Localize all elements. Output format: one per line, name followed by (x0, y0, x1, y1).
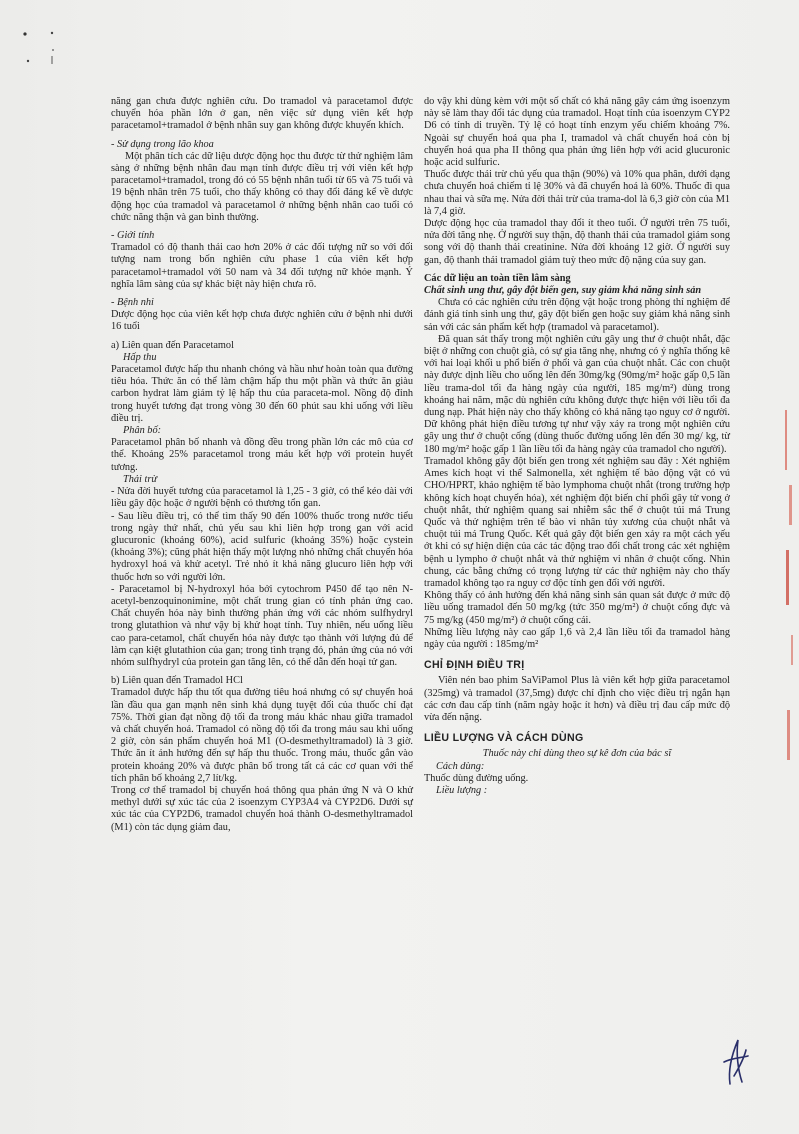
paragraph: Dược động học của viên kết hợp chưa được nghiên cứu ở bệnh nhi dưới 16 tuổi (111, 309, 413, 333)
paragraph: Không thấy có ảnh hưởng đến khả năng sinh sản quan sát được ở mức độ liều uống tramadol đến 50 mg/kg (tức 350 mg/m²) ở chuột cống đực và 75 mg/kg (450 mg/m²) ở chuột cống cái. (424, 590, 730, 626)
left-column (111, 96, 413, 834)
paragraph: Trong cơ thể tramadol bị chuyển hoá thông qua phản ứng N và O khử methyl dưới sự xúc tác của 2 isoenzym CYP3A4 và CYP2D6. Dưới sự xúc tác của CYP2D6, tramadol chuyển hoá thành O-desmethyltramadol (M1) còn tác dụng giảm đau, (111, 784, 413, 833)
section-heading-dosage: LIỀU LƯỢNG VÀ CÁCH DÙNG (424, 732, 584, 745)
paragraph: Đã quan sát thấy trong một nghiên cứu gây ung thư ở chuột nhắt, đặc biệt ở những con chuột già, có sự gia tăng nhẹ, nhưng có ý nghĩa thống kê với hai loại khối u phổ biến ở phổi và gan của chuột nhắt. Các con chuột này được dịnh liều cho uống lên đến 30mg/kg (90mg/m² hoặc gấp 0,5 lần liều trama-dol tối đa hàng ngày của người, 185 mg/m²) dùng trong khoảng hai năm, mặc dù nghiên cứu không được thực hiện với liều tối đa dung nạp. Phát hiện này cho thấy không có khả năng tạo nguy cơ ở người. Dữ không phát hiện điều tương tự như vậy xảy ra trong một nghiên cứu gây ung thư ở chuột cống (dùng thuốc đường uống lên đến 30 mg/ kg, từ 180 mg/m² hoặc gấp 1 lần liều tối đa hàng ngày của tramadol cho người). (424, 333, 730, 455)
paragraph: Tramadol được hấp thu tốt qua đường tiêu hoá nhưng có sự chuyển hoá lần đầu qua gan mạnh nên sinh khả dụng tuyệt đối của thuốc chỉ đạt 75%. Thời gian đạt nồng độ tối đa trong máu khác nhau giữa tramadol và chất chuyển hoá. Tramadol có nồng độ tối đa trong máu sau khi uống 2 giờ, còn sản phẩm chuyển hoá M1 (O-desmethyltramadol) là 3 giờ. Thức ăn ít ảnh hưởng đến sự hấp thu thuốc. Trong máu, thuốc gắn vào protein khoảng 20% và được phân bố trong tất cả các cơ quan với thể tích phân bố khoảng 2,7 lít/kg. (111, 687, 413, 784)
subheading-absorption: Hấp thu (123, 351, 157, 363)
section-heading-preclinical: Các dữ liệu an toàn tiền lâm sàng (424, 272, 571, 284)
subheading-administration: Cách dùng: (436, 760, 485, 772)
scan-dots-icon (22, 28, 62, 68)
paragraph: do vậy khi dùng kèm với một số chất có khả năng gây cảm ứng isoenzym này sẽ làm thay đổi tác dụng của tramadol. Hoạt tính của isoenzym CYP2 D6 có tính di truyền. Tỷ lệ có hoạt tính enzym yếu chiếm khoảng 7%. Ngoài sự chuyển hoá qua pha I, tramadol và chất chuyển hoá còn bị chuyển hoá qua pha II thông qua phản ứng liên hợp với acid glucuronic hoặc acid sulfuric. (424, 96, 730, 169)
subheading-dosage-amount: Liều lượng : (436, 784, 488, 796)
handwritten-signature (716, 1036, 756, 1088)
paragraph: - Paracetamol bị N-hydroxyl hóa bởi cytochrom P450 để tạo nên N-acetyl-benzoquinonimine, một chất trung gian có tính phản ứng cao. Chất chuyển hóa này bình thường phản ứng với các nhóm sulfhydryl trong glutathion và như vậy bị khử hoạt tính. Tuy nhiên, nếu uống liều cao para-cetamol, chất chuyển hóa này được tạo thành với lượng đủ để làm cạn kiệt glutathion của gan; trong tình trạng đó, phản ứng của nó với nhóm sulfhydryl của protein gan tăng lên, có thể dẫn đến hoại tử gan. (111, 583, 413, 668)
section-heading-tramadol: b) Liên quan đến Tramadol HCl (111, 675, 243, 687)
section-heading-gender: - Giới tính (111, 230, 155, 242)
paragraph: Viên nén bao phim SaViPamol Plus là viên kết hợp giữa paracetamol (325mg) và tramadol (37,5mg) được chỉ định cho việc điều trị ngắn hạn các cơn đau cấp tính (năm ngày hoặc ít hơn) và điều trị đau cấp mức độ vừa đến nặng. (424, 675, 730, 723)
subheading-carcinogenesis: Chất sinh ung thư, gây đột biến gen, suy giảm khả năng sinh sản (424, 285, 702, 297)
subheading-elimination: Thải trừ (123, 473, 157, 485)
right-column (424, 96, 730, 797)
subheading-distribution: Phân bố: (123, 425, 162, 437)
paragraph: Những liều lượng này cao gấp 1,6 và 2,4 lần liều tối đa tramadol hàng ngày của người : 185mg/m² (424, 626, 730, 650)
section-heading-pediatric: - Bệnh nhi (111, 297, 154, 309)
paragraph: Chưa có các nghiên cứu trên động vật hoặc trong phòng thí nghiệm để đánh giá tính sinh ung thư, gây đột biến gen hoặc suy giảm khả năng sinh sản với các sản phẩm kết hợp (tramadol và paracetamol). (424, 297, 730, 333)
prescription-note: Thuốc này chỉ dùng theo sự kê đơn của bác sĩ (482, 748, 672, 760)
paragraph: Một phân tích các dữ liệu dược động học thu được từ thử nghiệm lâm sàng ở những bệnh nhân đau mạn tính được điều trị với viên kết hợp paracetamol+tramadol, trong đó có 55 bệnh nhân tuổi từ 65 và 75 tuổi và 19 bệnh nhân trên 75 tuổi, cho thấy không có thay đổi đáng kể về dược động học của tramadol và paracetamol ở những bệnh nhân cao tuổi có chức năng thận và gan bình thường. (111, 150, 413, 223)
section-heading-elderly: - Sử dụng trong lão khoa (111, 138, 214, 150)
paragraph: - Nửa đời huyết tương của paracetamol là 1,25 - 3 giờ, có thể kéo dài với liều gây độc hoặc ở người bệnh có thương tổn gan. (111, 486, 413, 510)
section-heading-paracetamol: a) Liên quan đến Paracetamol (111, 339, 234, 351)
paragraph: Thuốc dùng đường uống. (424, 772, 529, 784)
paragraph: - Sau liều điều trị, có thể tìm thấy 90 đến 100% thuốc trong nước tiểu trong ngày thứ nhất, chủ yếu sau khi liên hợp trong gan với acid glucuronic (khoảng 60%), acid sulfuric (khoảng 35%) hoặc cystein (khoảng 3%); cũng phát hiện thấy một lượng nhỏ những chất chuyển hóa hydroxyl hoá và khử acetyl. Trẻ nhỏ ít khả năng glucuro liên hợp với thuốc hơn so với người lớn. (111, 510, 413, 583)
paragraph: Tramadol có độ thanh thải cao hơn 20% ở các đối tượng nữ so với đối tượng nam trong bốn nghiên cứu phase 1 của viên kết hợp paracetamol+tramadol với 50 nam và 34 đối tượng nữ khỏe mạnh. Ý nghĩa lâm sàng của sự khác biệt này hiện chưa rõ. (111, 242, 413, 290)
paragraph: Dược động học của tramadol thay đổi ít theo tuổi. Ở người trên 75 tuổi, nửa đời tăng nhẹ. Ở người suy thận, độ thanh thải của tramadol giảm song song với độ thanh thải creatinine. Nửa đời khoảng 12 giờ. Ở người suy gan, độ thanh thải tramadol giảm tuỳ theo mức độ nặng của suy gan. (424, 218, 730, 266)
corner-marks (22, 28, 62, 71)
paragraph: Thuốc được thải trừ chủ yếu qua thận (90%) và 10% qua phân, dưới dạng chưa chuyển hoá chiếm tỉ lệ 30% và đã chuyển hoá là 60%. Thuốc đi qua nhau thai và sữa mẹ. Nửa đời thải trừ của trama-dol là 6,3 giờ còn của M1 là 7,4 giờ. (424, 169, 730, 217)
paragraph: Paracetamol được hấp thu nhanh chóng và hầu như hoàn toàn qua đường tiêu hóa. Thức ăn có thể làm chậm hấp thu một phần và thức ăn giàu carbon hydrat làm giảm tỷ lệ hấp thu của paraceta-mol. Nồng độ đỉnh trong huyết tương đạt trong vòng 30 đến 60 phút sau khi uống với liều điều trị. (111, 364, 413, 424)
paragraph: năng gan chưa được nghiên cứu. Do tramadol và paracetamol được chuyển hóa phần lớn ở gan, nên việc sử dụng viên kết hợp paracetamol+tramadol ở bệnh nhân suy gan không được khuyến khích. (111, 96, 413, 132)
section-heading-indications: CHỈ ĐỊNH ĐIỀU TRỊ (424, 659, 525, 672)
paragraph: Paracetamol phân bố nhanh và đồng đều trong phần lớn các mô của cơ thể. Khoảng 25% paracetamol trong máu kết hợp với protein huyết tương. (111, 437, 413, 473)
edge-bleed-decoration (779, 390, 799, 810)
paragraph: Tramadol không gây đột biến gen trong xét nghiệm sau đây : Xét nghiệm Ames kích hoạt vi thể Salmonella, xét nghiệm tế bào động vật có vú CHO/HPRT, khảo nghiệm tế bào lymphoma chuột nhắt (trong trường hợp không kích hoạt chuyển hóa), xét nghiệm đột biến chỉ phối gây tử vong ở chuột nhắt, thử nghiệm quang sai nhiễm sắc thể ở chuột túi má Trung Quốc và thử nghiệm trên tế bào vi nhân tủy xương của chuột nhắt và chuột túi má Trung Quốc. Kết quả gây đột biến gen xảy ra một cách yếu ớt khi có sự hiện diện của các tác động trao đổi chất trong các xét nghiệm bệnh u lympho ở chuột nhắt và thử nghiệm vi nhân ở chuột cống. Nhìn chung, các bằng chứng có trọng lượng từ các thử nghiệm này cho thấy tramadol không tạo ra nguy cơ độc tính gen đối với người. (424, 455, 730, 589)
